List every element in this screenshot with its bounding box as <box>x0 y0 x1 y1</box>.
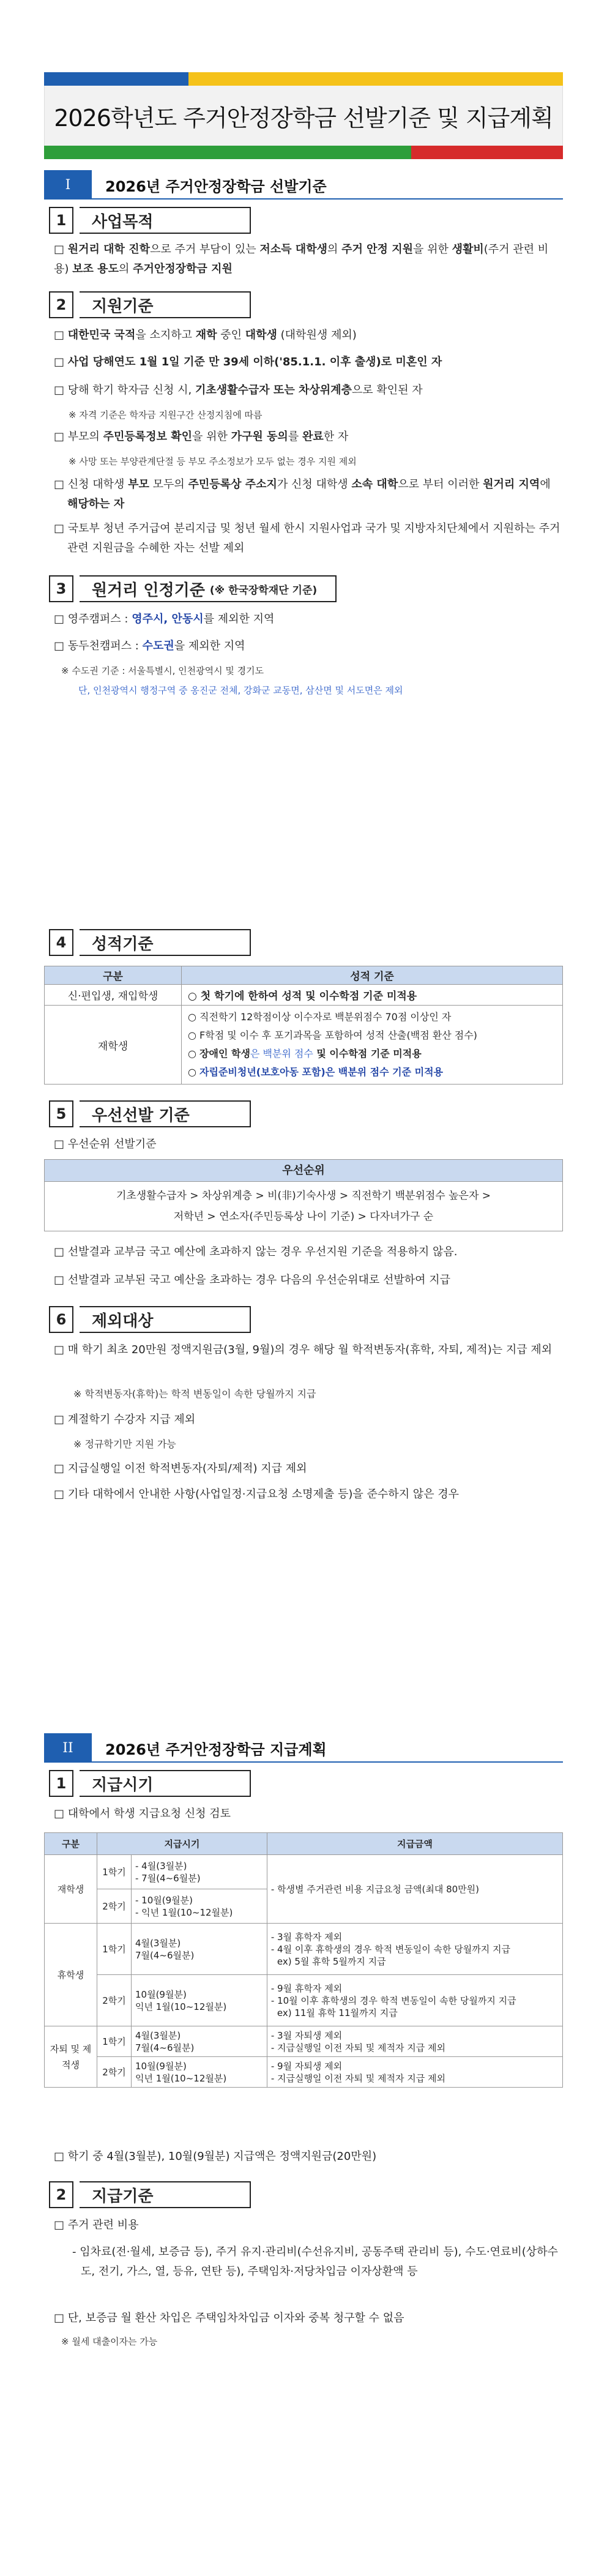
sched-enrolled: 재학생 <box>45 1855 97 1924</box>
criteria-consent: □ 부모의 주민등록정보 확인을 위한 가구원 동의를 완료한 자 <box>54 430 349 443</box>
criteria-age: □ 사업 당해연도 1월 1일 기준 만 39세 이하('85.1.1. 이후 출생)로 미혼인 자 <box>54 356 442 368</box>
section2-title: 지원기준 <box>80 291 251 318</box>
part1-number: I <box>44 170 92 200</box>
grade-row2-type: 재학생 <box>45 1006 182 1085</box>
grade-row2-criteria: ○ 직전학기 12학점이상 이수자로 백분위점수 70점 이상인 자 ○ F학점 및 이수 후 포기과목을 포함하여 성적 산출(백점 환산 점수) ○ 장애인 학생은 백분위 점수 및 이수학점 기준 미적용 ○ 자립준비청년(보호아동 포함)은 백분위 점수 기준 미적용 <box>182 1006 563 1085</box>
priority-box <box>44 1159 563 1231</box>
rent-loan-note: ※ 월세 대출이자는 가능 <box>61 2336 158 2347</box>
grade-row1-criteria: ○ 첫 학기에 한하여 성적 및 이수학점 기준 미적용 <box>182 985 563 1006</box>
table-row <box>45 2057 563 2088</box>
criteria-distance: □ 신청 대학생 부모 모두의 주민등록상 주소지가 신청 대학생 소속 대학으로 부터 이러한 원거리 지역에 해당하는 자 <box>54 478 551 510</box>
priority-rule1: □ 선발결과 교부금 국고 예산에 초과하지 않는 경우 우선지원 기준을 적용하지 않음. <box>54 1245 458 1258</box>
priority-intro: □ 우선순위 선발기준 <box>54 1138 157 1151</box>
sched-withdrawn-sem1-amount: - 3월 자퇴생 제외 - 지급실행일 이전 자퇴 및 제적자 지급 제외 <box>267 2026 562 2057</box>
housing-cost-list: - 임차료(전·월세, 보증금 등), 주거 유지·관리비(수선유지비, 공동주택 관리비 등), 수도·연료비(상하수도, 전기, 가스, 열, 등유, 연탄 등), 주택임차·저당차입금 이자상환액 등 <box>72 2246 558 2278</box>
criteria-consent-note: ※ 사망 또는 부양관계단절 등 부모 주소정보가 모두 없는 경우 지원 제외 <box>69 456 357 467</box>
table-row <box>45 1855 563 1889</box>
section1-title: 사업목적 <box>80 207 251 234</box>
sched-enrolled-sem1-timing: - 4월(3월분) - 7월(4~6월분) <box>132 1855 267 1889</box>
payment-review: □ 대학에서 학생 지급요청 신청 검토 <box>54 1807 231 1820</box>
page-title: 2026학년도 주거안정장학금 선발기준 및 지급계획 <box>44 86 563 146</box>
part2-header <box>44 1733 327 1763</box>
incheon-exception-note: 단, 인천광역시 행정구역 중 옹진군 전체, 강화군 교동면, 삼산면 및 서도면은 제외 <box>78 685 403 696</box>
section2-number: 2 <box>49 291 73 318</box>
section5-title: 우선선발 기준 <box>80 1100 251 1127</box>
sched-withdrawn-sem2: 2학기 <box>97 2057 132 2088</box>
exclusion-summer: □ 계절학기 수강자 지급 제외 <box>54 1413 196 1426</box>
p2-section1-header <box>49 1769 251 1798</box>
p2-section2-title: 지급기준 <box>80 2181 251 2208</box>
table-row <box>45 1006 563 1085</box>
exclusion-status-change: □ 매 학기 최초 20만원 정액지원금(3월, 9월)의 경우 해당 월 학적변동자(휴학, 자퇴, 제적)는 지급 제외 <box>54 1343 553 1356</box>
grade-col-criteria: 성적 기준 <box>182 966 563 985</box>
deposit-note: □ 단, 보증금 월 환산 차입은 주택임차차입금 이자와 중복 청구할 수 없음 <box>54 2312 404 2324</box>
grade-col-type: 구분 <box>45 966 182 985</box>
table-row <box>45 1975 563 2026</box>
bottom-green-bar <box>44 146 411 159</box>
table-row <box>45 2026 563 2057</box>
priority-order: 기초생활수급자 > 차상위계층 > 비(非)기숙사생 > 직전학기 백분위점수 높은자 > 저학년 > 연소자(주민등록상 나이 기준) > 다자녀가구 순 <box>116 1190 491 1223</box>
capital-area-note: ※ 수도권 기준 : 서울특별시, 인천광역시 및 경기도 <box>61 665 264 676</box>
grade-row1-type: 신·편입생, 재입학생 <box>45 985 182 1006</box>
sched-leave: 휴학생 <box>45 1924 97 2026</box>
priority-rule2: □ 선발결과 교부된 국고 예산을 초과하는 경우 다음의 우선순위대로 선발하여 지급 <box>54 1274 451 1286</box>
sched-withdrawn: 자퇴 및 제적생 <box>45 2026 97 2088</box>
sched-leave-sem1: 1학기 <box>97 1924 132 1975</box>
priority-heading: 우선순위 <box>45 1160 562 1182</box>
sched-leave-sem2-amount: - 9월 휴학자 제외 - 10월 이후 휴학생의 경우 학적 변동일이 속한 당월까지 지급 ex) 11월 휴학 11월까지 지급 <box>267 1975 562 2026</box>
sched-withdrawn-sem2-timing: 10월(9월분) 익년 1월(10~12월분) <box>132 2057 267 2088</box>
exclusion-leave-note: ※ 학적변동자(휴학)는 학적 변동일이 속한 당월까지 지급 <box>73 1388 316 1400</box>
grade-criteria-table <box>44 966 563 1085</box>
purpose-text: □ 원거리 대학 진학으로 주거 부담이 있는 저소득 대학생의 주거 안정 지원을 위한 생활비(주거 관련 비용) 보조 용도의 주거안정장학금 지원 <box>54 243 549 275</box>
section1-header <box>49 206 251 235</box>
criteria-income-note: ※ 자격 기준은 학자금 지원구간 산정지침에 따름 <box>69 409 263 420</box>
distance-yeongju: □ 영주캠퍼스 : 영주시, 안동시를 제외한 지역 <box>54 613 275 625</box>
sched-withdrawn-sem1-timing: 4월(3월분) 7월(4~6월분) <box>132 2026 267 2057</box>
section2-header <box>49 290 251 319</box>
section3-subtitle: (※ 한국장학재단 기준) <box>209 584 318 597</box>
p2-section2-header <box>49 2180 251 2209</box>
part2-number: II <box>44 1733 92 1763</box>
section1-number: 1 <box>49 207 73 234</box>
sched-col-amount: 지급금액 <box>267 1833 562 1855</box>
exclusion-withdrawal: □ 지급실행일 이전 학적변동자(자퇴/제적) 지급 제외 <box>54 1462 307 1475</box>
sched-withdrawn-sem2-amount: - 9월 자퇴생 제외 - 지급실행일 이전 자퇴 및 제적자 지급 제외 <box>267 2057 562 2088</box>
section4-title: 성적기준 <box>80 929 251 956</box>
sched-col-timing: 지급시기 <box>97 1833 267 1855</box>
section4-number: 4 <box>49 929 73 956</box>
top-blue-bar <box>44 72 188 86</box>
exclusion-noncompliance: □ 기타 대학에서 안내한 사항(사업일정·지급요청 소명제출 등)을 준수하지 않은 경우 <box>54 1488 460 1501</box>
sched-leave-sem2: 2학기 <box>97 1975 132 2026</box>
sched-enrolled-amount: - 학생별 주거관련 비용 지급요청 금액(최대 80만원) <box>267 1855 562 1924</box>
criteria-exclusion: □ 국토부 청년 주거급여 분리지급 및 청년 월세 한시 지원사업과 국가 및 지방자치단체에서 지원하는 주거 관련 지원금을 수혜한 자는 선발 제외 <box>54 522 560 554</box>
table-row <box>45 1924 563 1975</box>
criteria-nationality: □ 대한민국 국적을 소지하고 재학 중인 대학생 (대학원생 제외) <box>54 329 357 342</box>
fixed-amount-note: □ 학기 중 4월(3월분), 10월(9월분) 지급액은 정액지원금(20만원) <box>54 2150 377 2163</box>
exclusion-regular-note: ※ 정규학기만 지원 가능 <box>73 1438 176 1450</box>
p2-section1-number: 1 <box>49 1770 73 1797</box>
section4-header <box>49 928 251 957</box>
sched-enrolled-sem2: 2학기 <box>97 1889 132 1924</box>
sched-enrolled-sem2-timing: - 10월(9월분) - 익년 1월(10~12월분) <box>132 1889 267 1924</box>
sched-leave-sem1-timing: 4월(3월분) 7월(4~6월분) <box>132 1924 267 1975</box>
section3-header <box>49 574 337 603</box>
payment-schedule-table <box>44 1832 563 2088</box>
sched-leave-sem2-timing: 10월(9월분) 익년 1월(10~12월분) <box>132 1975 267 2026</box>
criteria-income: □ 당해 학기 학자금 신청 시, 기초생활수급자 또는 차상위계층으로 확인된 자 <box>54 384 423 397</box>
distance-dongducheon: □ 동두천캠퍼스 : 수도권을 제외한 지역 <box>54 640 245 652</box>
sched-col-type: 구분 <box>45 1833 97 1855</box>
section5-header <box>49 1099 251 1129</box>
section6-title: 제외대상 <box>80 1306 251 1333</box>
top-yellow-bar <box>188 72 563 86</box>
sched-enrolled-sem1: 1학기 <box>97 1855 132 1889</box>
section3-title-box <box>80 575 337 602</box>
sched-leave-sem1-amount: - 3월 휴학자 제외 - 4월 이후 휴학생의 경우 학적 변동일이 속한 당월까지 지급 ex) 5월 휴학 5월까지 지급 <box>267 1924 562 1975</box>
housing-cost-heading: □ 주거 관련 비용 <box>54 2219 139 2231</box>
section3-number: 3 <box>49 575 73 602</box>
part1-underline <box>44 198 563 200</box>
p2-section1-title: 지급시기 <box>80 1770 251 1797</box>
p2-section2-number: 2 <box>49 2181 73 2208</box>
section6-number: 6 <box>49 1306 73 1333</box>
section3-title: 원거리 인정기준 <box>92 581 205 600</box>
section6-header <box>49 1305 251 1334</box>
part1-header <box>44 170 327 200</box>
sched-withdrawn-sem1: 1학기 <box>97 2026 132 2057</box>
bottom-red-bar <box>411 146 563 159</box>
part2-underline <box>44 1761 563 1763</box>
section5-number: 5 <box>49 1100 73 1127</box>
table-row <box>45 985 563 1006</box>
part1-title: 2026년 주거안정장학금 선발기준 <box>105 177 327 195</box>
part2-title: 2026년 주거안정장학금 지급계획 <box>105 1741 327 1758</box>
